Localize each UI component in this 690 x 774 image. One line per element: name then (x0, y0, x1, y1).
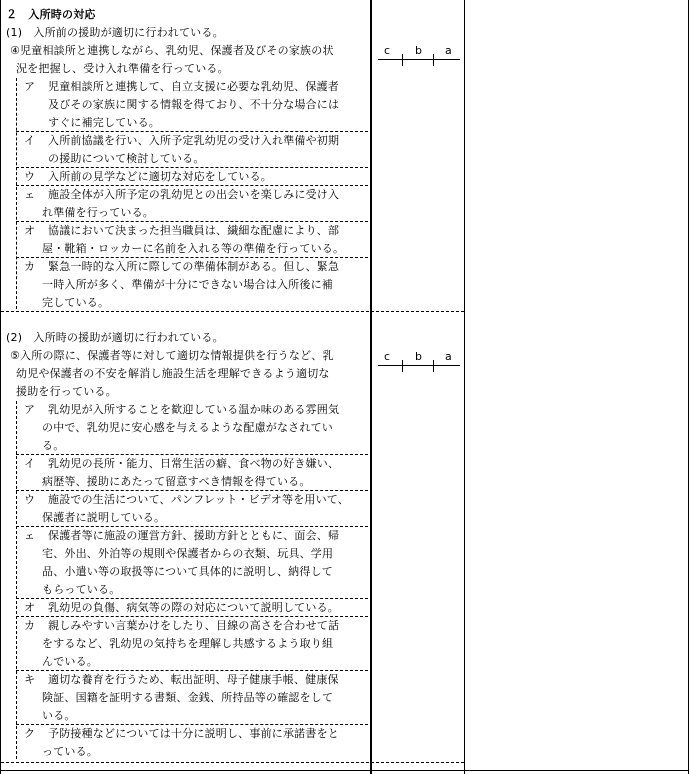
point-label: ア (24, 80, 36, 93)
point-text-line: 乳幼児が入所することを歓迎している温か味のある雰囲気 (48, 403, 340, 416)
point-label: オ (24, 224, 36, 237)
column-divider-main (370, 0, 372, 774)
point-text-line: 品、小遣い等の取扱等について具体的に説明し、納得して (42, 565, 333, 578)
point-label: ア (24, 403, 36, 416)
item-1-criterion-line: ④児童相談所と連携しながら、乳幼児、保護者及びその家族の状 (10, 44, 334, 57)
point-text-line: すぐに補完している。 (48, 116, 160, 129)
point-text-line: いる。 (42, 709, 76, 722)
point-text-line: 及びその家族に関する情報を得ており、不十分な場合には (48, 98, 340, 111)
section-title: ２ 入所時の対応 (6, 8, 96, 21)
point-label: キ (24, 673, 36, 686)
point-text-line: る。 (42, 439, 65, 452)
right-border (688, 0, 689, 774)
points-box-left-border (16, 78, 17, 309)
point-text-line: 宅、外出、外泊等の規則や保護者からの衣類、玩具、学用 (42, 547, 334, 560)
point-text-line: をするなど、乳幼児の気持ちを理解し共感するよう取り組 (42, 637, 334, 650)
rating-a[interactable]: a (445, 44, 452, 57)
point-text-line: 乳幼児の負傷、病気等の際の対応について説明している。 (48, 601, 339, 614)
item-1-header: (1) 入所前の援助が適切に行われている。 (6, 26, 224, 39)
point-text-line: 施設での生活について、パンフレット・ビデオ等を用いて、 (48, 493, 349, 506)
rating-scale-item-2 (378, 348, 460, 378)
point-text-line: 適切な養育を行うため、転出証明、母子健康手帳、健康保 (48, 673, 339, 686)
point-label: オ (24, 601, 36, 614)
bottom-dashed-line (1, 762, 464, 763)
point-text-line: 施設全体が入所予定の乳幼児との出会いを楽しみに受け入 (48, 188, 340, 201)
point-label: ェ (24, 188, 36, 201)
point-label: ェ (24, 529, 36, 542)
item-1-criterion-line: 況を把握し、受け入れ準備を行っている。 (16, 62, 229, 75)
rating-c[interactable]: c (384, 350, 391, 363)
point-text-line: 病歴等、援助にあたって留意すべき情報を得ている。 (42, 475, 311, 488)
rating-baseline (378, 59, 460, 60)
point-label: カ (24, 260, 36, 273)
bottom-border (1, 770, 689, 771)
point-text-line: 一時入所が多く、準備が十分にできない場合は入所後に補 (42, 278, 333, 291)
point-label: ク (24, 727, 36, 740)
point-text-line: 協議において決まった担当職員は、繊細な配慮により、部 (48, 224, 340, 237)
rating-c[interactable]: c (384, 44, 391, 57)
point-text-line: 険証、国籍を証明する書類、金銭、所持品等の確認をして (42, 691, 334, 704)
point-text-line: 緊急一時的な入所に際しての準備体制がある。但し、緊急 (48, 260, 340, 273)
point-label: イ (24, 134, 36, 147)
rating-a[interactable]: a (445, 350, 452, 363)
point-text-line: っている。 (42, 745, 98, 758)
point-text-line: もらっている。 (42, 583, 121, 596)
point-text-line: れ準備を行っている。 (42, 206, 154, 219)
point-label: カ (24, 619, 36, 632)
rating-tick (402, 360, 403, 372)
point-text-line: 入所前の見学などに適切な対応をしている。 (48, 170, 272, 183)
item-2-header: (2) 入所時の援助が適切に行われている。 (6, 331, 224, 344)
point-label: ウ (24, 493, 36, 506)
item-2-criterion-line: 幼児や保護者の不安を解消し施設生活を理解できるよう適切な (16, 367, 330, 380)
left-border (0, 0, 1, 774)
point-label: ウ (24, 170, 36, 183)
point-text-line: の中で、乳幼児に安心感を与えるような配慮がなされてい (42, 421, 333, 434)
rating-b[interactable]: b (415, 44, 422, 57)
point-text-line: んでいる。 (42, 655, 98, 668)
point-text-line: 屋・靴箱・ロッカーに名前を入れる等の準備を行っている。 (42, 242, 345, 255)
rating-tick (433, 54, 434, 66)
item-2-criterion-line: ⑤入所の際に、保護者等に対して適切な情報提供を行うなど、乳 (10, 349, 334, 362)
point-text-line: 保護者に説明している。 (42, 511, 166, 524)
rating-tick (433, 360, 434, 372)
column-divider-rating (464, 0, 465, 774)
point-label: イ (24, 457, 36, 470)
point-text-line: 予防接種などについては十分に説明し、事前に承諾書をと (48, 727, 339, 740)
point-text-line: 完している。 (42, 296, 110, 309)
point-text-line: 児童相談所と連携して、自立支援に必要な乳幼児、保護者 (48, 80, 339, 93)
item-2-criterion-line: 援助を行っている。 (16, 385, 117, 398)
rating-b[interactable]: b (415, 350, 422, 363)
point-text-line: の援助について検討している。 (48, 152, 205, 165)
point-text-line: 入所前協議を行い、入所予定乳幼児の受け入れ準備や初期 (48, 134, 340, 147)
point-text-line: 保護者等に施設の運営方針、援助方針とともに、面会、帰 (48, 529, 340, 542)
rating-scale-item-1 (378, 42, 460, 72)
rating-tick (402, 54, 403, 66)
point-text-line: 親しみやすい言葉かけをしたり、目線の高さを合わせて話 (48, 619, 340, 632)
rating-baseline (378, 365, 460, 366)
point-text-line: 乳幼児の長所・能力、日常生活の癖、食べ物の好き嫌い、 (48, 457, 340, 470)
